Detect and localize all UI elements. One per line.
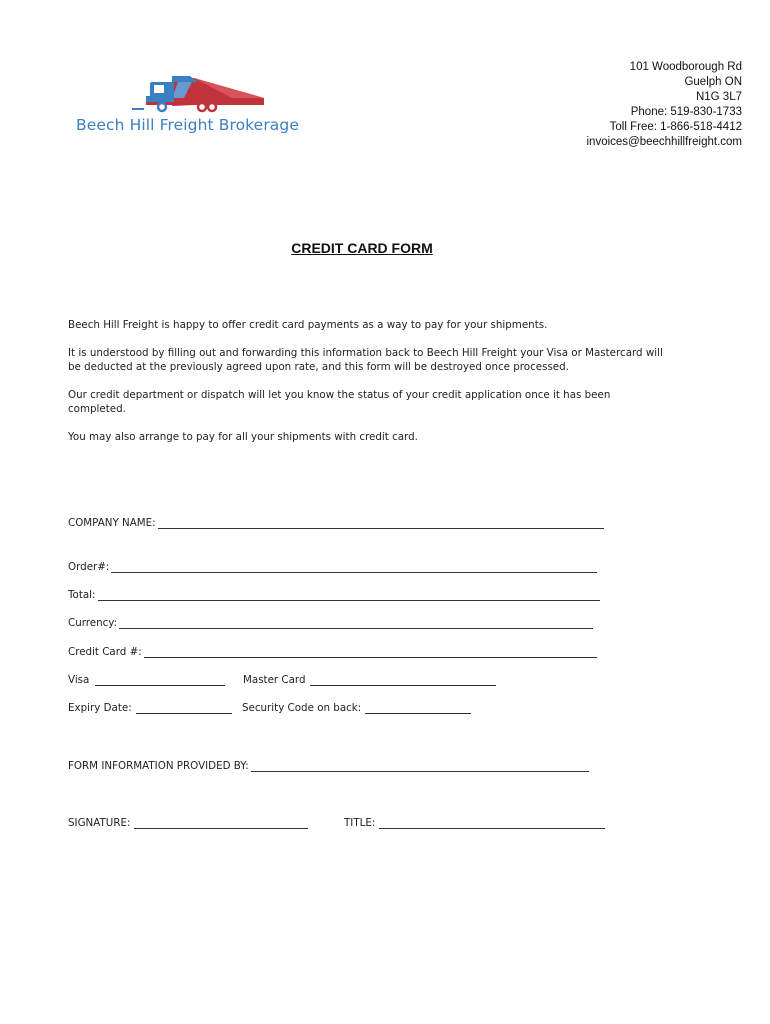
visa-input[interactable]	[95, 675, 225, 686]
currency-input[interactable]	[119, 618, 593, 629]
intro-paragraph: Our credit department or dispatch will let you know the status of your credit application once it has been completed.	[68, 388, 611, 415]
company-name-input[interactable]	[158, 518, 604, 529]
email-line: invoices@beechhillfreight.com	[586, 136, 742, 148]
title-label: TITLE:	[344, 817, 376, 829]
intro-paragraph: You may also arrange to pay for all your shipments with credit card.	[68, 430, 418, 443]
address-line: Guelph ON	[684, 76, 742, 88]
intro-paragraph: Beech Hill Freight is happy to offer credit card payments as a way to pay for your shipments.	[68, 319, 548, 331]
logo-company-name: Beech Hill Freight Brokerage	[76, 116, 299, 134]
truck-logo-icon	[132, 72, 268, 114]
total-label: Total:	[68, 589, 96, 601]
credit-card-field	[68, 644, 597, 658]
form-title: CREDIT CARD FORM	[291, 240, 433, 256]
master-card-field	[243, 672, 496, 686]
phone-line: Phone: 519-830-1733	[630, 106, 742, 118]
company-name-label: COMPANY NAME:	[68, 517, 156, 529]
total-field	[68, 587, 600, 601]
expiry-date-input[interactable]	[136, 703, 232, 714]
security-code-input[interactable]	[365, 703, 471, 714]
order-input[interactable]	[111, 562, 597, 573]
total-input[interactable]	[98, 590, 600, 601]
address-line: N1G 3L7	[695, 91, 742, 103]
company-name-field	[68, 515, 604, 529]
provided-by-input[interactable]	[251, 761, 589, 772]
company-logo	[76, 72, 336, 144]
expiry-date-field	[68, 700, 232, 714]
master-card-label: Master Card	[243, 674, 306, 686]
address-line: 101 Woodborough Rd	[629, 61, 742, 73]
title-field	[344, 815, 605, 829]
security-code-field	[242, 700, 471, 714]
company-address	[587, 60, 743, 150]
security-code-label: Security Code on back:	[242, 702, 362, 714]
order-label: Order#:	[68, 561, 110, 573]
master-card-input[interactable]	[310, 675, 496, 686]
provided-by-label: FORM INFORMATION PROVIDED BY:	[68, 760, 249, 772]
currency-label: Currency:	[68, 617, 118, 629]
visa-label: Visa	[68, 674, 90, 686]
toll-free-line: Toll Free: 1-866-518-4412	[609, 121, 742, 133]
signature-field	[68, 815, 308, 829]
order-field	[68, 559, 597, 573]
signature-label: SIGNATURE:	[68, 817, 131, 829]
currency-field	[68, 615, 593, 629]
credit-card-input[interactable]	[144, 647, 597, 658]
signature-input[interactable]	[134, 818, 308, 829]
visa-field	[68, 672, 225, 686]
title-input[interactable]	[379, 818, 605, 829]
intro-paragraph: It is understood by filling out and forwarding this information back to Beech Hill Freight your Visa or Mastercard will be deducted at the previously agreed upon rate, and this form will be destroyed once processed.	[68, 346, 663, 373]
intro-text	[68, 318, 668, 457]
credit-card-label: Credit Card #:	[68, 646, 142, 658]
provided-by-field	[68, 758, 589, 772]
expiry-date-label: Expiry Date:	[68, 702, 132, 714]
